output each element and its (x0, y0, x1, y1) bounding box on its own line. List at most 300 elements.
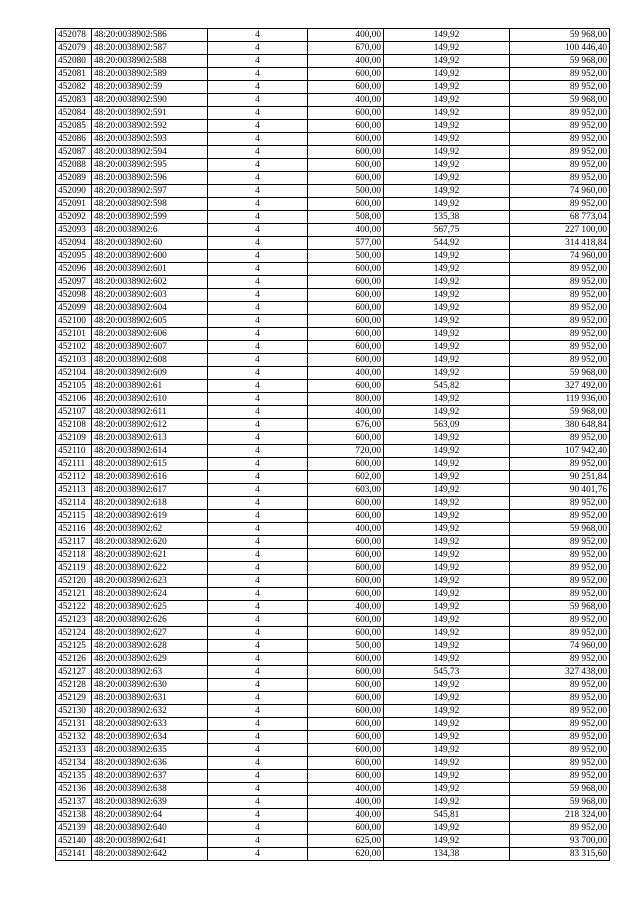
table-row (56, 341, 610, 354)
specific-value-cell: 149,92 (384, 172, 510, 185)
specific-value-cell: 149,92 (384, 432, 510, 445)
cadastral-value-cell: 89 952,00 (510, 302, 610, 315)
cadastral-value-cell: 83 315,60 (510, 848, 610, 861)
category-cell: 4 (208, 822, 308, 835)
row-id-cell: 452096 (56, 263, 92, 276)
table-row (56, 211, 610, 224)
table-row (56, 796, 610, 809)
cadastral-number-cell: 48:20:0038902:64 (92, 809, 208, 822)
row-id-cell: 452087 (56, 146, 92, 159)
row-id-cell: 452126 (56, 653, 92, 666)
row-id-cell: 452100 (56, 315, 92, 328)
area-cell: 400,00 (308, 29, 384, 42)
specific-value-cell: 149,92 (384, 744, 510, 757)
cadastral-number-cell: 48:20:0038902:638 (92, 783, 208, 796)
row-id-cell: 452129 (56, 692, 92, 705)
category-cell: 4 (208, 237, 308, 250)
cadastral-value-cell: 74 960,00 (510, 640, 610, 653)
area-cell: 600,00 (308, 757, 384, 770)
specific-value-cell: 149,92 (384, 198, 510, 211)
specific-value-cell: 149,92 (384, 185, 510, 198)
category-cell: 4 (208, 107, 308, 120)
category-cell: 4 (208, 328, 308, 341)
category-cell: 4 (208, 705, 308, 718)
area-cell: 600,00 (308, 575, 384, 588)
cadastral-number-cell: 48:20:0038902:631 (92, 692, 208, 705)
area-cell: 600,00 (308, 328, 384, 341)
cadastral-number-cell: 48:20:0038902:604 (92, 302, 208, 315)
table-body (56, 29, 610, 861)
area-cell: 603,00 (308, 484, 384, 497)
cadastral-value-cell: 89 952,00 (510, 354, 610, 367)
category-cell: 4 (208, 627, 308, 640)
cadastral-number-cell: 48:20:0038902:588 (92, 55, 208, 68)
area-cell: 676,00 (308, 419, 384, 432)
row-id-cell: 452140 (56, 835, 92, 848)
category-cell: 4 (208, 679, 308, 692)
cadastral-value-cell: 89 952,00 (510, 575, 610, 588)
table-row (56, 380, 610, 393)
table-row (56, 575, 610, 588)
area-cell: 600,00 (308, 172, 384, 185)
cadastral-number-cell: 48:20:0038902:628 (92, 640, 208, 653)
table-row (56, 614, 610, 627)
cadastral-value-cell: 59 968,00 (510, 601, 610, 614)
category-cell: 4 (208, 159, 308, 172)
area-cell: 670,00 (308, 42, 384, 55)
row-id-cell: 452136 (56, 783, 92, 796)
category-cell: 4 (208, 432, 308, 445)
table-row (56, 627, 610, 640)
area-cell: 400,00 (308, 809, 384, 822)
table-row (56, 666, 610, 679)
cadastral-value-cell: 89 952,00 (510, 562, 610, 575)
cadastral-number-cell: 48:20:0038902:613 (92, 432, 208, 445)
area-cell: 600,00 (308, 614, 384, 627)
cadastral-number-cell: 48:20:0038902:600 (92, 250, 208, 263)
row-id-cell: 452132 (56, 731, 92, 744)
cadastral-number-cell: 48:20:0038902:629 (92, 653, 208, 666)
cadastral-number-cell: 48:20:0038902:591 (92, 107, 208, 120)
cadastral-value-cell: 74 960,00 (510, 250, 610, 263)
row-id-cell: 452117 (56, 536, 92, 549)
table-row (56, 354, 610, 367)
cadastral-value-cell: 89 952,00 (510, 289, 610, 302)
category-cell: 4 (208, 835, 308, 848)
cadastral-number-cell: 48:20:0038902:606 (92, 328, 208, 341)
cadastral-value-cell: 380 648,84 (510, 419, 610, 432)
area-cell: 600,00 (308, 341, 384, 354)
cadastral-number-cell: 48:20:0038902:633 (92, 718, 208, 731)
cadastral-number-cell: 48:20:0038902:620 (92, 536, 208, 549)
table-row (56, 55, 610, 68)
category-cell: 4 (208, 42, 308, 55)
area-cell: 600,00 (308, 627, 384, 640)
table-row (56, 432, 610, 445)
row-id-cell: 452088 (56, 159, 92, 172)
cadastral-number-cell: 48:20:0038902:586 (92, 29, 208, 42)
area-cell: 600,00 (308, 380, 384, 393)
category-cell: 4 (208, 315, 308, 328)
row-id-cell: 452098 (56, 289, 92, 302)
table-row (56, 822, 610, 835)
cadastral-number-cell: 48:20:0038902:611 (92, 406, 208, 419)
specific-value-cell: 149,92 (384, 822, 510, 835)
row-id-cell: 452141 (56, 848, 92, 861)
row-id-cell: 452105 (56, 380, 92, 393)
cadastral-number-cell: 48:20:0038902:627 (92, 627, 208, 640)
cadastral-value-cell: 89 952,00 (510, 341, 610, 354)
table-row (56, 159, 610, 172)
cadastral-number-cell: 48:20:0038902:626 (92, 614, 208, 627)
cadastral-number-cell: 48:20:0038902:635 (92, 744, 208, 757)
area-cell: 600,00 (308, 666, 384, 679)
cadastral-value-cell: 89 952,00 (510, 458, 610, 471)
cadastral-value-cell: 89 952,00 (510, 159, 610, 172)
specific-value-cell: 149,92 (384, 289, 510, 302)
table-row (56, 146, 610, 159)
specific-value-cell: 149,92 (384, 445, 510, 458)
table-row (56, 471, 610, 484)
cadastral-number-cell: 48:20:0038902:608 (92, 354, 208, 367)
category-cell: 4 (208, 406, 308, 419)
specific-value-cell: 149,92 (384, 575, 510, 588)
category-cell: 4 (208, 523, 308, 536)
row-id-cell: 452111 (56, 458, 92, 471)
category-cell: 4 (208, 367, 308, 380)
cadastral-value-cell: 89 952,00 (510, 822, 610, 835)
table-row (56, 276, 610, 289)
row-id-cell: 452121 (56, 588, 92, 601)
cadastral-value-cell: 89 952,00 (510, 757, 610, 770)
table-row (56, 731, 610, 744)
specific-value-cell: 149,92 (384, 783, 510, 796)
table-row (56, 536, 610, 549)
cadastral-value-cell: 59 968,00 (510, 55, 610, 68)
cadastral-value-cell: 89 952,00 (510, 692, 610, 705)
area-cell: 625,00 (308, 835, 384, 848)
specific-value-cell: 149,92 (384, 653, 510, 666)
category-cell: 4 (208, 211, 308, 224)
specific-value-cell: 149,92 (384, 120, 510, 133)
cadastral-number-cell: 48:20:0038902:589 (92, 68, 208, 81)
cadastral-value-cell: 89 952,00 (510, 172, 610, 185)
area-cell: 600,00 (308, 822, 384, 835)
cadastral-value-cell: 89 952,00 (510, 68, 610, 81)
cadastral-number-cell: 48:20:0038902:639 (92, 796, 208, 809)
row-id-cell: 452093 (56, 224, 92, 237)
category-cell: 4 (208, 198, 308, 211)
specific-value-cell: 149,92 (384, 562, 510, 575)
cadastral-value-cell: 89 952,00 (510, 731, 610, 744)
cadastral-value-cell: 89 952,00 (510, 81, 610, 94)
specific-value-cell: 149,92 (384, 627, 510, 640)
table-row (56, 523, 610, 536)
row-id-cell: 452109 (56, 432, 92, 445)
cadastral-number-cell: 48:20:0038902:622 (92, 562, 208, 575)
row-id-cell: 452099 (56, 302, 92, 315)
cadastral-number-cell: 48:20:0038902:602 (92, 276, 208, 289)
cadastral-value-cell: 90 251,84 (510, 471, 610, 484)
area-cell: 400,00 (308, 55, 384, 68)
table-row (56, 367, 610, 380)
cadastral-number-cell: 48:20:0038902:62 (92, 523, 208, 536)
category-cell: 4 (208, 458, 308, 471)
table-row (56, 302, 610, 315)
category-cell: 4 (208, 185, 308, 198)
category-cell: 4 (208, 94, 308, 107)
category-cell: 4 (208, 757, 308, 770)
table-row (56, 68, 610, 81)
area-cell: 600,00 (308, 133, 384, 146)
area-cell: 500,00 (308, 185, 384, 198)
category-cell: 4 (208, 68, 308, 81)
category-cell: 4 (208, 666, 308, 679)
cadastral-number-cell: 48:20:0038902:618 (92, 497, 208, 510)
area-cell: 400,00 (308, 94, 384, 107)
category-cell: 4 (208, 575, 308, 588)
row-id-cell: 452128 (56, 679, 92, 692)
specific-value-cell: 545,82 (384, 380, 510, 393)
specific-value-cell: 149,92 (384, 510, 510, 523)
area-cell: 400,00 (308, 406, 384, 419)
specific-value-cell: 149,92 (384, 393, 510, 406)
cadastral-number-cell: 48:20:0038902:590 (92, 94, 208, 107)
area-cell: 600,00 (308, 68, 384, 81)
specific-value-cell: 149,92 (384, 679, 510, 692)
table-row (56, 29, 610, 42)
table-row (56, 393, 610, 406)
row-id-cell: 452102 (56, 341, 92, 354)
cadastral-number-cell: 48:20:0038902:642 (92, 848, 208, 861)
area-cell: 600,00 (308, 107, 384, 120)
row-id-cell: 452134 (56, 757, 92, 770)
cadastral-number-cell: 48:20:0038902:594 (92, 146, 208, 159)
specific-value-cell: 149,92 (384, 146, 510, 159)
cadastral-number-cell: 48:20:0038902:617 (92, 484, 208, 497)
specific-value-cell: 149,92 (384, 484, 510, 497)
cadastral-number-cell: 48:20:0038902:640 (92, 822, 208, 835)
cadastral-value-cell: 119 936,00 (510, 393, 610, 406)
cadastral-number-cell: 48:20:0038902:636 (92, 757, 208, 770)
cadastral-number-cell: 48:20:0038902:605 (92, 315, 208, 328)
category-cell: 4 (208, 562, 308, 575)
table-row (56, 185, 610, 198)
table-row (56, 315, 610, 328)
area-cell: 600,00 (308, 718, 384, 731)
table-row (56, 250, 610, 263)
specific-value-cell: 149,92 (384, 55, 510, 68)
table-row (56, 562, 610, 575)
specific-value-cell: 149,92 (384, 614, 510, 627)
cadastral-value-cell: 314 418,84 (510, 237, 610, 250)
cadastral-value-cell: 89 952,00 (510, 627, 610, 640)
category-cell: 4 (208, 770, 308, 783)
cadastral-value-cell: 90 401,76 (510, 484, 610, 497)
area-cell: 600,00 (308, 354, 384, 367)
cadastral-number-cell: 48:20:0038902:621 (92, 549, 208, 562)
category-cell: 4 (208, 146, 308, 159)
area-cell: 600,00 (308, 276, 384, 289)
cadastral-value-cell: 89 952,00 (510, 549, 610, 562)
row-id-cell: 452124 (56, 627, 92, 640)
specific-value-cell: 149,92 (384, 133, 510, 146)
specific-value-cell: 149,92 (384, 458, 510, 471)
row-id-cell: 452123 (56, 614, 92, 627)
cadastral-value-cell: 68 773,04 (510, 211, 610, 224)
cadastral-number-cell: 48:20:0038902:637 (92, 770, 208, 783)
cadastral-value-cell: 89 952,00 (510, 718, 610, 731)
table-row (56, 224, 610, 237)
specific-value-cell: 149,92 (384, 107, 510, 120)
area-cell: 600,00 (308, 770, 384, 783)
row-id-cell: 452091 (56, 198, 92, 211)
category-cell: 4 (208, 120, 308, 133)
row-id-cell: 452127 (56, 666, 92, 679)
category-cell: 4 (208, 809, 308, 822)
specific-value-cell: 134,38 (384, 848, 510, 861)
cadastral-number-cell: 48:20:0038902:6 (92, 224, 208, 237)
category-cell: 4 (208, 55, 308, 68)
table-row (56, 744, 610, 757)
area-cell: 600,00 (308, 146, 384, 159)
row-id-cell: 452130 (56, 705, 92, 718)
row-id-cell: 452107 (56, 406, 92, 419)
category-cell: 4 (208, 81, 308, 94)
cadastral-number-cell: 48:20:0038902:641 (92, 835, 208, 848)
table-row (56, 705, 610, 718)
table-row (56, 328, 610, 341)
cadastral-number-cell: 48:20:0038902:623 (92, 575, 208, 588)
cadastral-number-cell: 48:20:0038902:607 (92, 341, 208, 354)
cadastral-value-cell: 89 952,00 (510, 588, 610, 601)
specific-value-cell: 149,92 (384, 796, 510, 809)
specific-value-cell: 563,09 (384, 419, 510, 432)
cadastral-number-cell: 48:20:0038902:610 (92, 393, 208, 406)
area-cell: 600,00 (308, 692, 384, 705)
category-cell: 4 (208, 276, 308, 289)
specific-value-cell: 149,92 (384, 367, 510, 380)
cadastral-value-cell: 89 952,00 (510, 198, 610, 211)
category-cell: 4 (208, 601, 308, 614)
table-row (56, 718, 610, 731)
specific-value-cell: 149,92 (384, 549, 510, 562)
area-cell: 720,00 (308, 445, 384, 458)
cadastral-value-cell: 59 968,00 (510, 796, 610, 809)
row-id-cell: 452090 (56, 185, 92, 198)
cadastral-value-cell: 89 952,00 (510, 328, 610, 341)
category-cell: 4 (208, 445, 308, 458)
cadastral-value-cell: 218 324,00 (510, 809, 610, 822)
area-cell: 600,00 (308, 497, 384, 510)
category-cell: 4 (208, 263, 308, 276)
specific-value-cell: 149,92 (384, 276, 510, 289)
cadastral-value-cell: 107 942,40 (510, 445, 610, 458)
row-id-cell: 452112 (56, 471, 92, 484)
row-id-cell: 452082 (56, 81, 92, 94)
cadastral-number-cell: 48:20:0038902:592 (92, 120, 208, 133)
cadastral-number-cell: 48:20:0038902:59 (92, 81, 208, 94)
area-cell: 600,00 (308, 159, 384, 172)
table-row (56, 601, 610, 614)
cadastral-number-cell: 48:20:0038902:587 (92, 42, 208, 55)
cadastral-value-cell: 89 952,00 (510, 120, 610, 133)
specific-value-cell: 149,92 (384, 536, 510, 549)
cadastral-value-cell: 59 968,00 (510, 94, 610, 107)
category-cell: 4 (208, 341, 308, 354)
table-row (56, 81, 610, 94)
cadastral-number-cell: 48:20:0038902:619 (92, 510, 208, 523)
table-row (56, 289, 610, 302)
category-cell: 4 (208, 848, 308, 861)
table-row (56, 237, 610, 250)
table-row (56, 757, 610, 770)
category-cell: 4 (208, 718, 308, 731)
cadastral-number-cell: 48:20:0038902:614 (92, 445, 208, 458)
cadastral-value-cell: 89 952,00 (510, 146, 610, 159)
cadastral-value-cell: 89 952,00 (510, 497, 610, 510)
specific-value-cell: 149,92 (384, 354, 510, 367)
table-row (56, 835, 610, 848)
row-id-cell: 452116 (56, 523, 92, 536)
cadastral-value-cell: 89 952,00 (510, 432, 610, 445)
area-cell: 600,00 (308, 302, 384, 315)
specific-value-cell: 149,92 (384, 770, 510, 783)
cadastral-number-cell: 48:20:0038902:624 (92, 588, 208, 601)
table-row (56, 549, 610, 562)
row-id-cell: 452094 (56, 237, 92, 250)
row-id-cell: 452092 (56, 211, 92, 224)
cadastral-value-cell: 100 446,40 (510, 42, 610, 55)
cadastral-value-cell: 59 968,00 (510, 406, 610, 419)
category-cell: 4 (208, 289, 308, 302)
table-row (56, 198, 610, 211)
cadastral-number-cell: 48:20:0038902:598 (92, 198, 208, 211)
cadastral-value-cell: 89 952,00 (510, 679, 610, 692)
area-cell: 600,00 (308, 731, 384, 744)
area-cell: 600,00 (308, 315, 384, 328)
cadastral-number-cell: 48:20:0038902:597 (92, 185, 208, 198)
row-id-cell: 452133 (56, 744, 92, 757)
specific-value-cell: 567,75 (384, 224, 510, 237)
table-row (56, 653, 610, 666)
category-cell: 4 (208, 588, 308, 601)
category-cell: 4 (208, 224, 308, 237)
row-id-cell: 452120 (56, 575, 92, 588)
area-cell: 600,00 (308, 198, 384, 211)
cadastral-value-cell: 59 968,00 (510, 523, 610, 536)
cadastral-number-cell: 48:20:0038902:601 (92, 263, 208, 276)
cadastral-value-cell: 327 492,00 (510, 380, 610, 393)
cadastral-value-cell: 59 968,00 (510, 367, 610, 380)
area-cell: 500,00 (308, 250, 384, 263)
specific-value-cell: 149,92 (384, 497, 510, 510)
cadastral-value-cell: 89 952,00 (510, 510, 610, 523)
category-cell: 4 (208, 731, 308, 744)
category-cell: 4 (208, 510, 308, 523)
area-cell: 600,00 (308, 679, 384, 692)
area-cell: 800,00 (308, 393, 384, 406)
cadastral-value-cell: 89 952,00 (510, 276, 610, 289)
cadastral-value-cell: 89 952,00 (510, 705, 610, 718)
cadastral-number-cell: 48:20:0038902:60 (92, 237, 208, 250)
table-row (56, 120, 610, 133)
category-cell: 4 (208, 692, 308, 705)
cadastral-value-cell: 89 952,00 (510, 263, 610, 276)
table-row (56, 640, 610, 653)
row-id-cell: 452086 (56, 133, 92, 146)
row-id-cell: 452084 (56, 107, 92, 120)
